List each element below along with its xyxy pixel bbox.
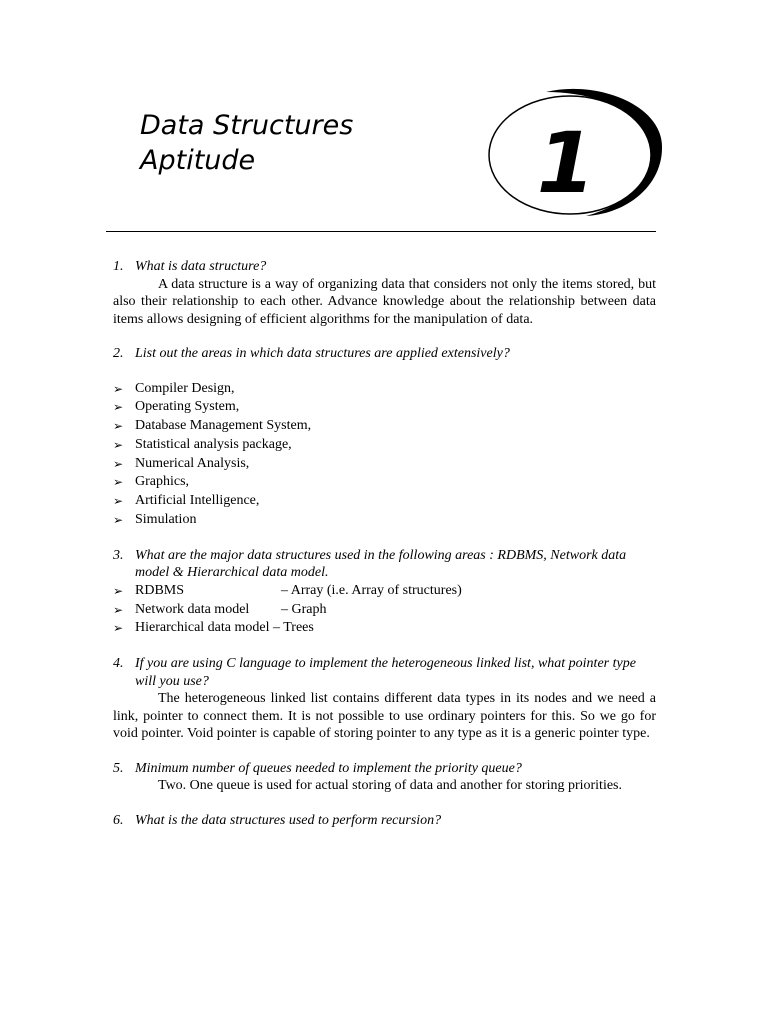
- header-divider: [106, 231, 656, 232]
- list-item: ➢ Network data model – Graph: [113, 601, 656, 620]
- question-6: [113, 812, 656, 830]
- list-item: ➢ Artificial Intelligence,: [113, 492, 656, 511]
- list-item: ➢ Statistical analysis package,: [113, 436, 656, 455]
- arrow-bullet-icon: ➢: [113, 475, 124, 490]
- question-3: [113, 547, 656, 582]
- question-text: What is the data structures used to perform recursion?: [135, 812, 442, 828]
- list-item: ➢ Simulation: [113, 511, 656, 530]
- arrow-bullet-icon: ➢: [113, 602, 124, 617]
- arrow-bullet-icon: ➢: [113, 494, 124, 509]
- title-line-1: Data Structures: [140, 110, 354, 141]
- question-text: List out the areas in which data structures are applied extensively?: [135, 346, 510, 361]
- question-text: What is data structure?: [135, 259, 267, 274]
- arrow-bullet-icon: ➢: [113, 400, 124, 415]
- list-item: ➢ Hierarchical data model – Trees: [113, 619, 656, 638]
- question-number: 4.: [113, 656, 124, 672]
- question-text: Minimum number of queues needed to implement the priority queue?: [135, 760, 522, 776]
- answer-1: A data structure is a way of organizing data that considers not only the items stored, but also their relationship to each other. Advance knowledge about the relationship between data items allows designing of efficient algorithms for the manipulation of data.: [113, 276, 656, 327]
- arrow-bullet-icon: ➢: [113, 381, 124, 396]
- structures-list: [113, 582, 656, 638]
- arrow-bullet-icon: ➢: [113, 583, 124, 598]
- question-number: 2.: [113, 346, 124, 361]
- question-number: 1.: [113, 259, 124, 274]
- list-item: ➢ Graphics,: [113, 473, 656, 492]
- title-line-2: Aptitude: [140, 145, 256, 176]
- list-item: ➢ Compiler Design,: [113, 380, 656, 399]
- arrow-bullet-icon: ➢: [113, 513, 124, 528]
- question-2: [113, 345, 656, 363]
- question-text: What are the major data structures used in the following areas : RDBMS, Network data model & Hierarchical data model.: [135, 547, 627, 581]
- question-number: 3.: [113, 547, 124, 563]
- list-item: ➢ Database Management System,: [113, 417, 656, 436]
- question-4: [113, 655, 656, 690]
- question-text: If you are using C language to implement the heterogeneous linked list, what pointer type will you use?: [135, 656, 636, 689]
- list-item: ➢ Operating System,: [113, 398, 656, 417]
- question-number: 5.: [113, 760, 124, 776]
- page-title: [140, 108, 353, 178]
- arrow-bullet-icon: ➢: [113, 419, 124, 434]
- document-body: [113, 258, 656, 829]
- list-item: ➢ Numerical Analysis,: [113, 455, 656, 474]
- answer-5: Two. One queue is used for actual storing of data and another for storing priorities.: [158, 778, 623, 794]
- arrow-bullet-icon: ➢: [113, 456, 124, 471]
- question-1: [113, 258, 656, 276]
- arrow-bullet-icon: ➢: [113, 621, 124, 636]
- answer-4: The heterogeneous linked list contains different data types in its nodes and we need a link, pointer to connect them. It is not possible to use ordinary pointers for this. So we go for void pointer. Void pointer is capable of storing pointer to any type as it is a generic pointer type.: [113, 691, 656, 742]
- arrow-bullet-icon: ➢: [113, 437, 124, 452]
- question-number: 6.: [113, 812, 124, 828]
- list-item: ➢ RDBMS – Array (i.e. Array of structures): [113, 582, 656, 601]
- areas-list: [113, 380, 656, 530]
- question-5: [113, 760, 656, 778]
- chapter-number: 1: [536, 114, 596, 212]
- chapter-badge: [486, 84, 666, 220]
